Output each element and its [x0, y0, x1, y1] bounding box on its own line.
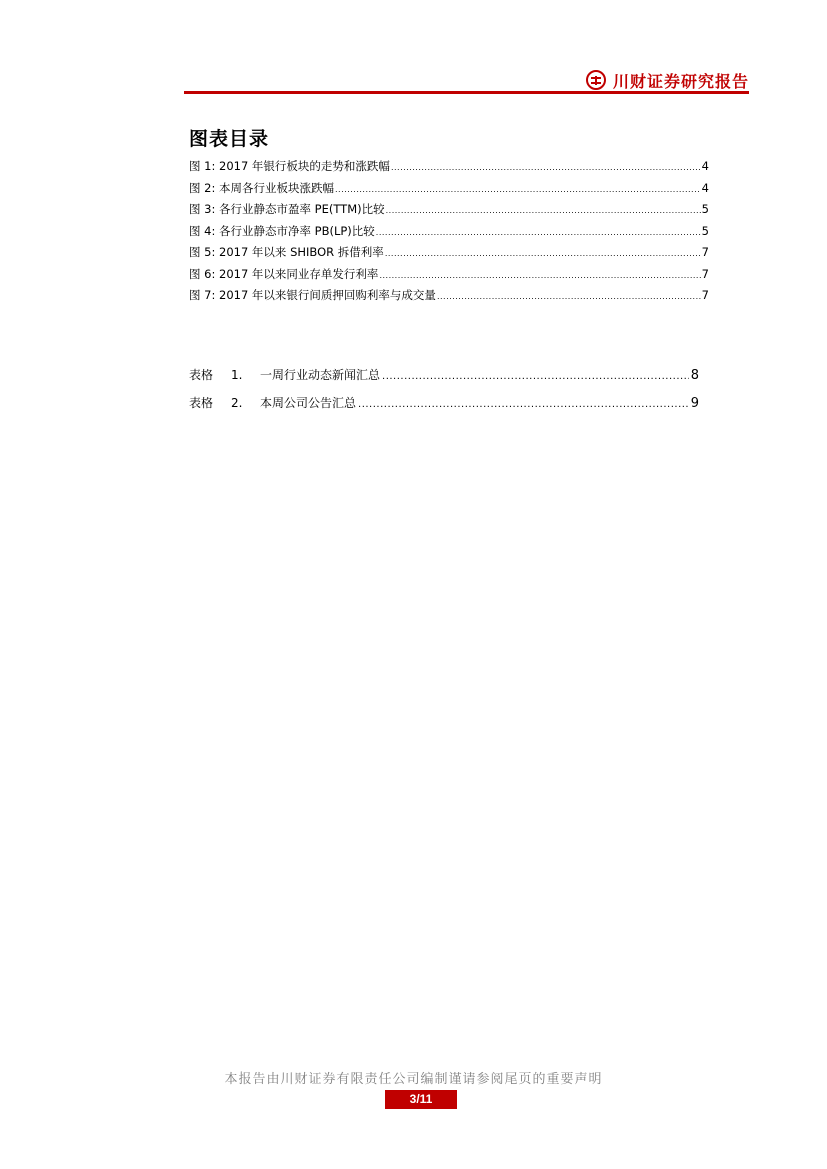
header-brand	[586, 67, 749, 93]
figure-entry-page: 7	[701, 245, 709, 259]
figure-entry-label: 图 2: 本周各行业板块涨跌幅	[189, 180, 335, 195]
figure-entry-label: 图 6: 2017 年以来同业存单发行利率	[189, 266, 379, 281]
table-entry-page: 9	[690, 396, 699, 411]
dot-leader	[386, 206, 701, 215]
figure-entry-page: 4	[701, 159, 709, 173]
figure-entry-page: 4	[701, 180, 709, 195]
table-entry-number: 1.	[231, 368, 243, 382]
figure-entry-label: 图 7: 2017 年以来银行间质押回购利率与成交量	[189, 288, 436, 302]
figure-entry-page: 7	[701, 266, 709, 281]
table-entry-2[interactable]	[189, 394, 699, 422]
figure-list	[189, 158, 709, 309]
figure-entry-page: 5	[701, 202, 709, 216]
dot-leader	[385, 249, 701, 258]
figure-entry-label: 图 4: 各行业静态市净率 PB(LP)比较	[189, 223, 375, 238]
figure-entry-4[interactable]	[189, 223, 709, 245]
figure-entry-5[interactable]	[189, 244, 709, 266]
figure-entry-label: 图 1: 2017 年银行板块的走势和涨跌幅	[189, 159, 390, 173]
dot-leader	[382, 371, 689, 382]
chuancai-logo-icon	[586, 70, 606, 90]
table-entry-number: 2.	[231, 396, 243, 410]
figure-entry-1[interactable]	[189, 158, 709, 180]
table-entry-prefix: 表格	[189, 368, 214, 382]
figure-entry-label: 图 5: 2017 年以来 SHIBOR 拆借利率	[189, 245, 384, 259]
page-number-badge: 3/11	[385, 1090, 457, 1109]
figure-entry-6[interactable]	[189, 266, 709, 288]
dot-leader	[335, 185, 701, 194]
dot-leader	[391, 163, 701, 172]
dot-leader	[437, 292, 701, 301]
figure-entry-page: 7	[701, 288, 709, 302]
table-entry-prefix: 表格	[189, 396, 214, 410]
toc-title: 图表目录	[189, 128, 270, 150]
dot-leader	[358, 399, 689, 410]
table-entry-label: 本周公司公告汇总	[260, 396, 357, 410]
table-entry-label: 一周行业动态新闻汇总	[260, 368, 381, 382]
dot-leader	[376, 228, 701, 237]
disclaimer-note: 本报告由川财证券有限责任公司编制谨请参阅尾页的重要声明	[224, 1072, 603, 1087]
figure-entry-page: 5	[701, 223, 709, 238]
figure-entry-2[interactable]	[189, 180, 709, 202]
figure-entry-7[interactable]	[189, 287, 709, 309]
figure-entry-3[interactable]	[189, 201, 709, 223]
brand-name: 川财证券研究报告	[612, 71, 749, 91]
table-entry-1[interactable]	[189, 366, 699, 394]
table-entry-page: 8	[690, 368, 699, 383]
dot-leader	[379, 271, 700, 280]
figure-entry-label: 图 3: 各行业静态市盈率 PE(TTM)比较	[189, 202, 385, 216]
header-divider	[184, 91, 749, 94]
table-list	[189, 366, 699, 422]
